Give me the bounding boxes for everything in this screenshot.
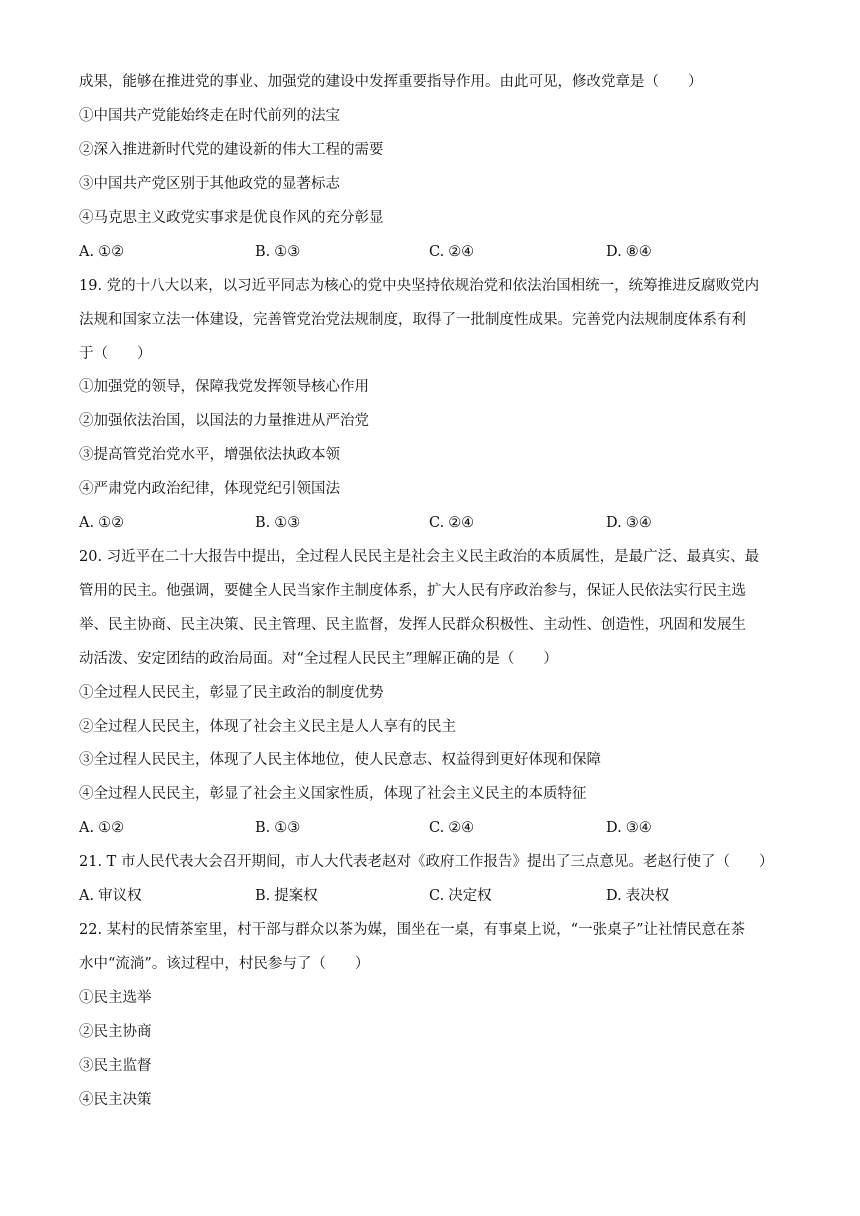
q18-item-1: ①中国共产党能始终走在时代前列的法宝	[79, 108, 340, 124]
q22-item-2: ②民主协商	[79, 1024, 152, 1040]
q19-item-2: ②加强依法治国，以国法的力量推进从严治党	[79, 413, 369, 429]
q21-option-a: A. 审议权	[79, 888, 142, 904]
q19-stem-line-2: 法规和国家立法一体建设，完善管党治党法规制度，取得了一批制度性成果。完善党内法规制度体系有利	[79, 312, 746, 328]
q20-item-4: ④全过程人民民主，彰显了社会主义国家性质，体现了社会主义民主的本质特征	[79, 786, 587, 802]
q20-option-a: A. ①②	[79, 820, 125, 836]
q20-item-1: ①全过程人民民主，彰显了民主政治的制度优势	[79, 685, 384, 701]
q20-stem-line-4: 动活泼、安定团结的政治局面。对“全过程人民民主”理解正确的是（ ）	[79, 651, 558, 667]
q21-option-c: C. 决定权	[429, 888, 492, 904]
q18-option-b: B. ①③	[255, 244, 301, 260]
q22-item-4: ④民主决策	[79, 1092, 152, 1108]
q19-item-1: ①加强党的领导，保障我党发挥领导核心作用	[79, 379, 369, 395]
q20-stem-line-3: 举、民主协商、民主决策、民主管理、民主监督，发挥人民群众积极性、主动性、创造性，巩固和发展生	[79, 617, 746, 633]
q22-stem-line-1: 22. 某村的民情茶室里，村干部与群众以茶为媒，围坐在一桌，有事桌上说，“一张桌子”让社情民意在茶	[79, 922, 745, 938]
q21-option-d: D. 表决权	[606, 888, 670, 904]
q19-item-3: ③提高管党治党水平，增强依法执政本领	[79, 447, 340, 463]
q19-option-c: C. ②④	[429, 515, 475, 531]
q20-option-b: B. ①③	[255, 820, 301, 836]
q18-option-c: C. ②④	[429, 244, 475, 260]
q19-option-d: D. ③④	[606, 515, 652, 531]
q20-option-d: D. ③④	[606, 820, 652, 836]
q22-item-3: ③民主监督	[79, 1058, 152, 1074]
q19-stem-line-3: 于（ ）	[79, 346, 152, 362]
q19-option-a: A. ①②	[79, 515, 125, 531]
q19-stem-line-1: 19. 党的十八大以来，以习近平同志为核心的党中央坚持依规治党和依法治国相统一，统筹推进反腐败党内	[79, 278, 760, 294]
q21-stem: 21. T 市人民代表大会召开期间，市人大代表老赵对《政府工作报告》提出了三点意见。老赵行使了（ ）	[79, 854, 774, 870]
q20-stem-line-2: 管用的民主。他强调，要健全人民当家作主制度体系，扩大人民有序政治参与，保证人民依法实行民主选	[79, 583, 746, 599]
q20-item-2: ②全过程人民民主，体现了社会主义民主是人人享有的民主	[79, 719, 456, 735]
q22-item-1: ①民主选举	[79, 990, 152, 1006]
q18-stem: 成果，能够在推进党的事业、加强党的建设中发挥重要指导作用。由此可见，修改党章是（ ）	[79, 74, 703, 90]
q18-item-3: ③中国共产党区别于其他政党的显著标志	[79, 176, 340, 192]
q22-stem-line-2: 水中“流淌”。该过程中，村民参与了（ ）	[79, 956, 370, 972]
q18-item-2: ②深入推进新时代党的建设新的伟大工程的需要	[79, 142, 384, 158]
q20-stem-line-1: 20. 习近平在二十大报告中提出，全过程人民民主是社会主义民主政治的本质属性，是最广泛、最真实、最	[79, 549, 760, 565]
q20-item-3: ③全过程人民民主，体现了人民主体地位，使人民意志、权益得到更好体现和保障	[79, 752, 601, 768]
q18-option-d: D. ⑧④	[606, 244, 652, 260]
q18-option-a: A. ①②	[79, 244, 125, 260]
q19-option-b: B. ①③	[255, 515, 301, 531]
q21-option-b: B. 提案权	[255, 888, 318, 904]
q18-item-4: ④马克思主义政党实事求是优良作风的充分彰显	[79, 210, 384, 226]
q20-option-c: C. ②④	[429, 820, 475, 836]
q19-item-4: ④严肃党内政治纪律，体现党纪引领国法	[79, 481, 340, 497]
